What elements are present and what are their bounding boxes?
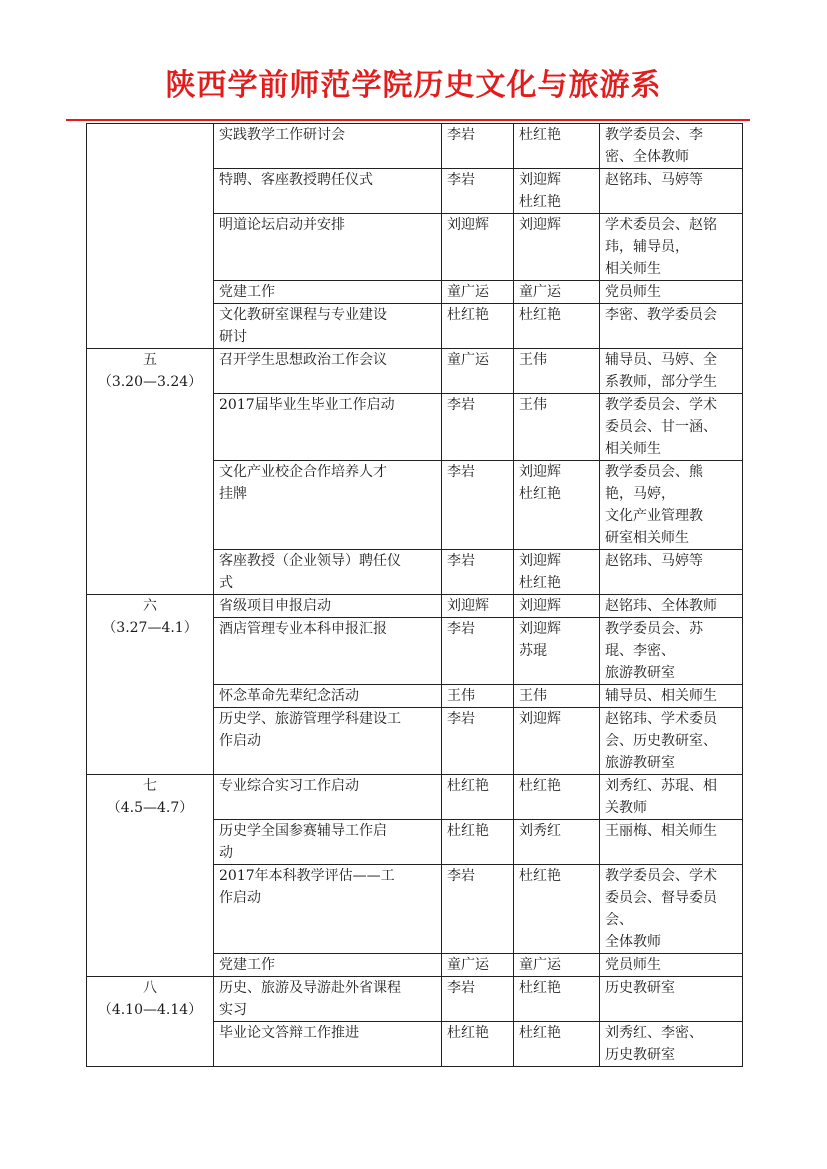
cell-text: 杜红艳 bbox=[447, 1025, 489, 1041]
task-cell bbox=[214, 618, 442, 685]
leader-cell bbox=[442, 685, 514, 708]
cell-text: 密、全体教师 bbox=[605, 149, 689, 165]
cell-text: 王伟 bbox=[519, 397, 547, 413]
week-dates: （4.5—4.7） bbox=[106, 800, 194, 816]
responsible-cell bbox=[514, 461, 600, 550]
cell-text: 全体教师 bbox=[605, 934, 661, 950]
leader-cell bbox=[442, 820, 514, 865]
cell-text: 琨、李密、 bbox=[605, 643, 675, 659]
cell-text: 杜红艳 bbox=[519, 486, 561, 502]
cell-text: 李岩 bbox=[447, 172, 475, 188]
cell-text: 刘秀红、苏琨、相 bbox=[605, 778, 717, 794]
responsible-cell bbox=[514, 1022, 600, 1067]
cell-text: 历史学、旅游管理学科建设工 bbox=[219, 711, 401, 727]
cell-text: 李密、教学委员会 bbox=[605, 307, 717, 323]
cell-text: 党建工作 bbox=[219, 284, 275, 300]
cell-text: 刘秀红 bbox=[519, 823, 561, 839]
responsible-cell bbox=[514, 685, 600, 708]
cell-text: 作启动 bbox=[219, 890, 261, 906]
cell-text: 实践教学工作研讨会 bbox=[219, 127, 345, 143]
responsible-cell bbox=[514, 775, 600, 820]
header-divider bbox=[66, 119, 750, 121]
cell-text: 赵铭玮、马婷等 bbox=[605, 553, 703, 569]
cell-text: 相关师生 bbox=[605, 261, 661, 277]
cell-text: 艳，马婷， bbox=[605, 486, 675, 502]
cell-text: 教学委员会、学术 bbox=[605, 868, 717, 884]
participants-cell bbox=[600, 169, 743, 214]
cell-text: 刘迎辉 bbox=[519, 621, 561, 637]
cell-text: 辅导员、相关师生 bbox=[605, 688, 717, 704]
responsible-cell bbox=[514, 550, 600, 595]
week-dates: （4.10—4.14） bbox=[97, 1002, 203, 1018]
task-cell bbox=[214, 124, 442, 169]
cell-text: 省级项目申报启动 bbox=[219, 598, 331, 614]
cell-text: 明道论坛启动并安排 bbox=[219, 217, 345, 233]
cell-text: 杜红艳 bbox=[447, 778, 489, 794]
cell-text: 特聘、客座教授聘任仪式 bbox=[219, 172, 373, 188]
participants-cell bbox=[600, 124, 743, 169]
table-row bbox=[87, 977, 743, 1022]
cell-text: 会、 bbox=[605, 912, 633, 928]
task-cell bbox=[214, 954, 442, 977]
responsible-cell bbox=[514, 954, 600, 977]
cell-text: 赵铭玮、学术委员 bbox=[605, 711, 717, 727]
table-row bbox=[87, 124, 743, 169]
cell-text: 相关师生 bbox=[605, 441, 661, 457]
task-cell bbox=[214, 349, 442, 394]
cell-text: 刘迎辉 bbox=[519, 711, 561, 727]
cell-text: 2017年本科教学评估——工 bbox=[219, 868, 395, 884]
responsible-cell bbox=[514, 169, 600, 214]
cell-text: 赵铭玮、马婷等 bbox=[605, 172, 703, 188]
cell-text: 童广运 bbox=[519, 284, 561, 300]
cell-text: 历史教研室 bbox=[605, 980, 675, 996]
cell-text: 苏琨 bbox=[519, 643, 547, 659]
leader-cell bbox=[442, 461, 514, 550]
leader-cell bbox=[442, 708, 514, 775]
leader-cell bbox=[442, 281, 514, 304]
cell-text: 教学委员会、苏 bbox=[605, 621, 703, 637]
cell-text: 杜红艳 bbox=[519, 980, 561, 996]
cell-text: 怀念革命先辈纪念活动 bbox=[219, 688, 359, 704]
responsible-cell bbox=[514, 394, 600, 461]
participants-cell bbox=[600, 281, 743, 304]
cell-text: 党员师生 bbox=[605, 284, 661, 300]
participants-cell bbox=[600, 214, 743, 281]
cell-text: 文化教研室课程与专业建设 bbox=[219, 307, 387, 323]
participants-cell bbox=[600, 349, 743, 394]
leader-cell bbox=[442, 977, 514, 1022]
cell-text: 杜红艳 bbox=[519, 778, 561, 794]
participants-cell bbox=[600, 618, 743, 685]
task-cell bbox=[214, 394, 442, 461]
responsible-cell bbox=[514, 214, 600, 281]
responsible-cell bbox=[514, 618, 600, 685]
cell-text: 式 bbox=[219, 575, 233, 591]
responsible-cell bbox=[514, 977, 600, 1022]
cell-text: 旅游教研室 bbox=[605, 665, 675, 681]
task-cell bbox=[214, 169, 442, 214]
participants-cell bbox=[600, 1022, 743, 1067]
leader-cell bbox=[442, 349, 514, 394]
cell-text: 杜红艳 bbox=[519, 868, 561, 884]
cell-text: 2017届毕业生毕业工作启动 bbox=[219, 397, 395, 413]
participants-cell bbox=[600, 865, 743, 954]
cell-text: 王伟 bbox=[519, 688, 547, 704]
table-row bbox=[87, 595, 743, 618]
responsible-cell bbox=[514, 708, 600, 775]
cell-text: 党建工作 bbox=[219, 957, 275, 973]
schedule-body bbox=[87, 124, 743, 1067]
leader-cell bbox=[442, 550, 514, 595]
cell-text: 刘秀红、李密、 bbox=[605, 1025, 703, 1041]
cell-text: 玮，辅导员， bbox=[605, 239, 689, 255]
participants-cell bbox=[600, 977, 743, 1022]
task-cell bbox=[214, 820, 442, 865]
responsible-cell bbox=[514, 349, 600, 394]
cell-text: 历史、旅游及导游赴外省课程 bbox=[219, 980, 401, 996]
cell-text: 李岩 bbox=[447, 553, 475, 569]
cell-text: 动 bbox=[219, 845, 233, 861]
participants-cell bbox=[600, 954, 743, 977]
leader-cell bbox=[442, 169, 514, 214]
task-cell bbox=[214, 550, 442, 595]
leader-cell bbox=[442, 214, 514, 281]
participants-cell bbox=[600, 461, 743, 550]
responsible-cell bbox=[514, 595, 600, 618]
cell-text: 教学委员会、熊 bbox=[605, 464, 703, 480]
cell-text: 李岩 bbox=[447, 127, 475, 143]
cell-text: 客座教授（企业领导）聘任仪 bbox=[219, 553, 401, 569]
table-row bbox=[87, 349, 743, 394]
cell-text: 作启动 bbox=[219, 733, 261, 749]
participants-cell bbox=[600, 708, 743, 775]
week-dates: （3.20—3.24） bbox=[97, 374, 203, 390]
cell-text: 教学委员会、李 bbox=[605, 127, 703, 143]
cell-text: 文化产业管理教 bbox=[605, 508, 703, 524]
cell-text: 酒店管理专业本科申报汇报 bbox=[219, 621, 387, 637]
cell-text: 童广运 bbox=[519, 957, 561, 973]
cell-text: 李岩 bbox=[447, 397, 475, 413]
cell-text: 王伟 bbox=[519, 352, 547, 368]
cell-text: 历史教研室 bbox=[605, 1047, 675, 1063]
cell-text: 童广运 bbox=[447, 352, 489, 368]
task-cell bbox=[214, 281, 442, 304]
cell-text: 李岩 bbox=[447, 868, 475, 884]
cell-text: 教学委员会、学术 bbox=[605, 397, 717, 413]
week-number: 五 bbox=[143, 352, 157, 368]
responsible-cell bbox=[514, 304, 600, 349]
cell-text: 童广运 bbox=[447, 957, 489, 973]
leader-cell bbox=[442, 1022, 514, 1067]
week-number: 六 bbox=[143, 598, 157, 614]
task-cell bbox=[214, 304, 442, 349]
task-cell bbox=[214, 708, 442, 775]
task-cell bbox=[214, 977, 442, 1022]
cell-text: 系教师，部分学生 bbox=[605, 374, 717, 390]
responsible-cell bbox=[514, 124, 600, 169]
cell-text: 专业综合实习工作启动 bbox=[219, 778, 359, 794]
cell-text: 文化产业校企合作培养人才 bbox=[219, 464, 387, 480]
participants-cell bbox=[600, 550, 743, 595]
responsible-cell bbox=[514, 820, 600, 865]
cell-text: 刘迎辉 bbox=[447, 598, 489, 614]
cell-text: 历史学全国参赛辅导工作启 bbox=[219, 823, 387, 839]
cell-text: 杜红艳 bbox=[447, 307, 489, 323]
week-cell bbox=[87, 775, 214, 977]
cell-text: 委员会、督导委员 bbox=[605, 890, 717, 906]
cell-text: 旅游教研室 bbox=[605, 755, 675, 771]
leader-cell bbox=[442, 394, 514, 461]
cell-text: 刘迎辉 bbox=[519, 217, 561, 233]
participants-cell bbox=[600, 820, 743, 865]
cell-text: 实习 bbox=[219, 1002, 247, 1018]
task-cell bbox=[214, 214, 442, 281]
week-number: 七 bbox=[143, 778, 157, 794]
leader-cell bbox=[442, 304, 514, 349]
cell-text: 毕业论文答辩工作推进 bbox=[219, 1025, 359, 1041]
table-row bbox=[87, 775, 743, 820]
cell-text: 刘迎辉 bbox=[519, 464, 561, 480]
task-cell bbox=[214, 865, 442, 954]
task-cell bbox=[214, 595, 442, 618]
participants-cell bbox=[600, 304, 743, 349]
document-title: 陕西学前师范学院历史文化与旅游系 bbox=[165, 68, 662, 103]
cell-text: 王丽梅、相关师生 bbox=[605, 823, 717, 839]
cell-text: 会、历史教研室、 bbox=[605, 733, 717, 749]
task-cell bbox=[214, 461, 442, 550]
cell-text: 李岩 bbox=[447, 464, 475, 480]
cell-text: 关教师 bbox=[605, 800, 647, 816]
participants-cell bbox=[600, 685, 743, 708]
responsible-cell bbox=[514, 281, 600, 304]
cell-text: 研室相关师生 bbox=[605, 530, 689, 546]
cell-text: 李岩 bbox=[447, 980, 475, 996]
cell-text: 杜红艳 bbox=[519, 127, 561, 143]
cell-text: 刘迎辉 bbox=[519, 553, 561, 569]
cell-text: 杜红艳 bbox=[519, 194, 561, 210]
leader-cell bbox=[442, 954, 514, 977]
task-cell bbox=[214, 685, 442, 708]
leader-cell bbox=[442, 595, 514, 618]
leader-cell bbox=[442, 618, 514, 685]
cell-text: 党员师生 bbox=[605, 957, 661, 973]
leader-cell bbox=[442, 865, 514, 954]
responsible-cell bbox=[514, 865, 600, 954]
cell-text: 杜红艳 bbox=[519, 1025, 561, 1041]
cell-text: 李岩 bbox=[447, 621, 475, 637]
cell-text: 刘迎辉 bbox=[519, 598, 561, 614]
task-cell bbox=[214, 775, 442, 820]
week-cell bbox=[87, 595, 214, 775]
cell-text: 召开学生思想政治工作会议 bbox=[219, 352, 387, 368]
cell-text: 研讨 bbox=[219, 329, 247, 345]
cell-text: 刘迎辉 bbox=[447, 217, 489, 233]
cell-text: 学术委员会、赵铭 bbox=[605, 217, 717, 233]
cell-text: 刘迎辉 bbox=[519, 172, 561, 188]
cell-text: 王伟 bbox=[447, 688, 475, 704]
cell-text: 辅导员、马婷、全 bbox=[605, 352, 717, 368]
week-cell bbox=[87, 349, 214, 595]
week-dates: （3.27—4.1） bbox=[102, 620, 198, 636]
week-cell bbox=[87, 124, 214, 349]
schedule-table bbox=[86, 123, 743, 1067]
week-number: 八 bbox=[143, 980, 157, 996]
cell-text: 委员会、甘一涵、 bbox=[605, 419, 717, 435]
participants-cell bbox=[600, 595, 743, 618]
cell-text: 杜红艳 bbox=[447, 823, 489, 839]
leader-cell bbox=[442, 775, 514, 820]
participants-cell bbox=[600, 775, 743, 820]
participants-cell bbox=[600, 394, 743, 461]
cell-text: 童广运 bbox=[447, 284, 489, 300]
week-cell bbox=[87, 977, 214, 1067]
task-cell bbox=[214, 1022, 442, 1067]
cell-text: 挂牌 bbox=[219, 486, 247, 502]
cell-text: 赵铭玮、全体教师 bbox=[605, 598, 717, 614]
leader-cell bbox=[442, 124, 514, 169]
cell-text: 李岩 bbox=[447, 711, 475, 727]
cell-text: 杜红艳 bbox=[519, 307, 561, 323]
cell-text: 杜红艳 bbox=[519, 575, 561, 591]
